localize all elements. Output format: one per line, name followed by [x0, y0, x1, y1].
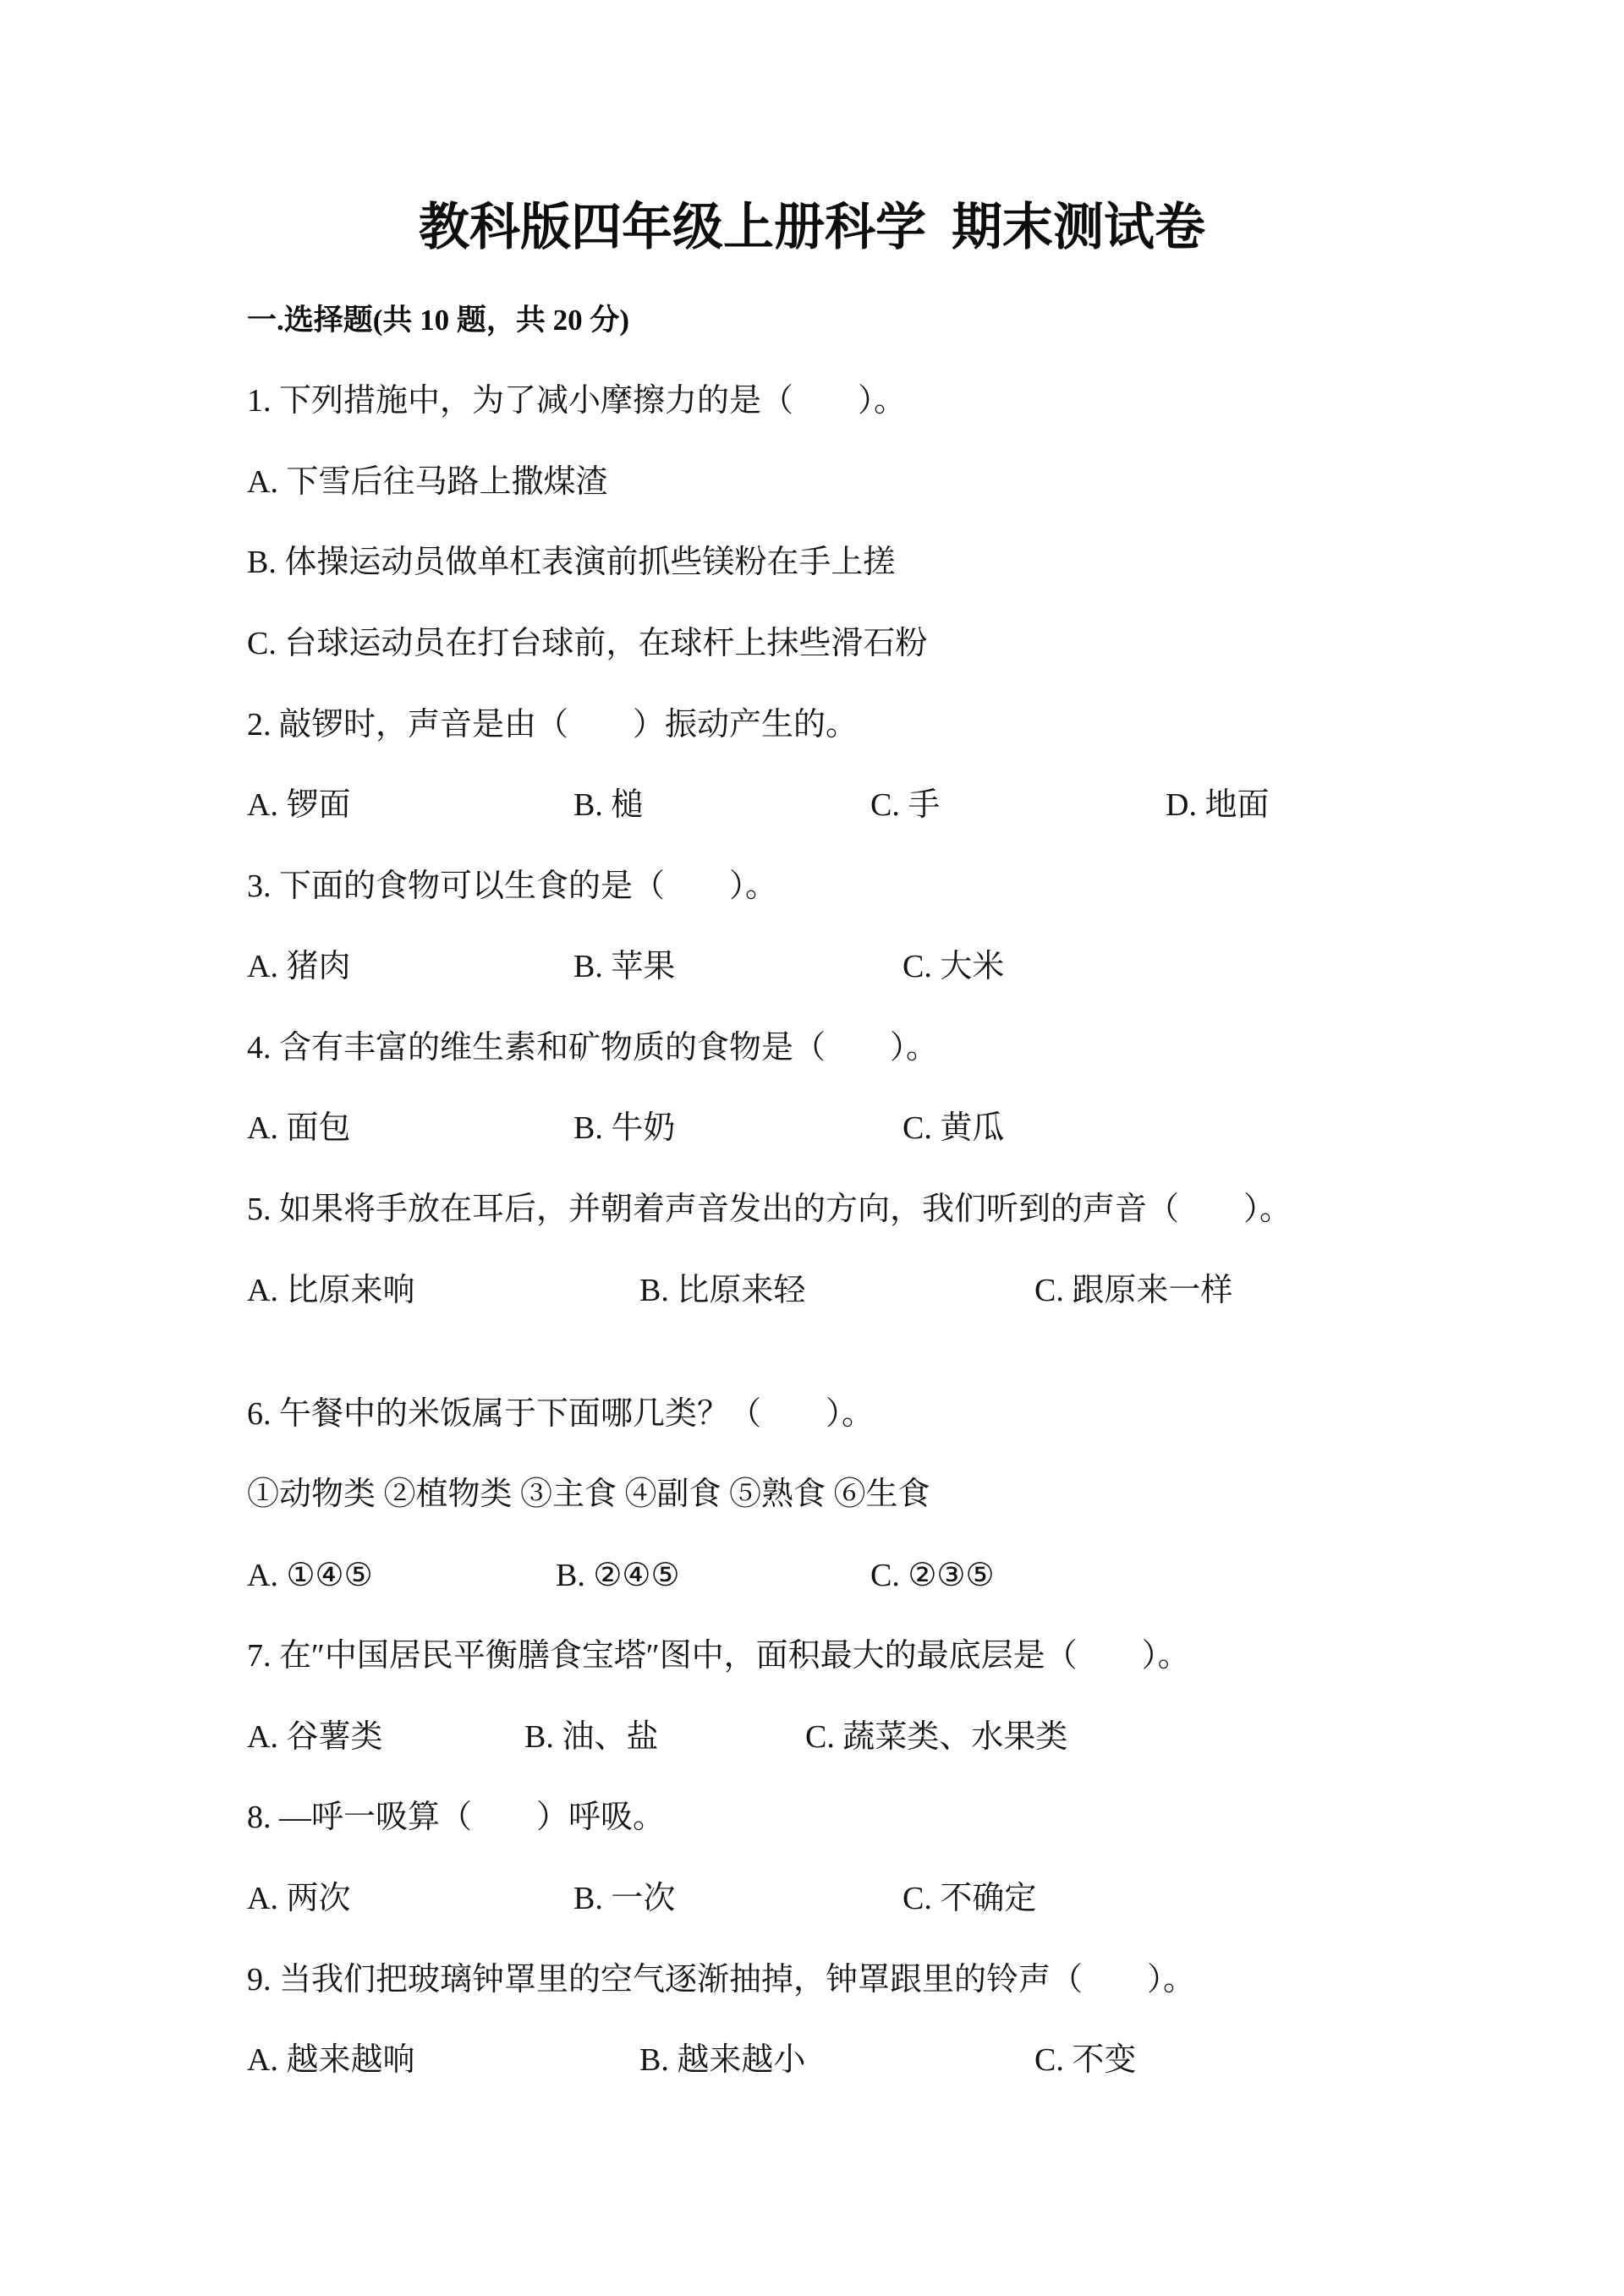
question-2-stem: 2. 敲锣时，声音是由（ ）振动产生的。 — [247, 707, 859, 743]
question-3-options — [0, 941, 1624, 992]
question-8-stem: 8. —呼一吸算（ ）呼吸。 — [247, 1800, 666, 1835]
question-1-option-a: A. 下雪后往马路上撒煤渣 — [247, 464, 608, 500]
question-2-option-a: A. 锣面 — [247, 787, 351, 823]
question-7-stem: 7. 在″中国居民平衡膳食宝塔″图中，面积最大的最底层是（ ）。 — [247, 1638, 1190, 1674]
question-1-stem: 1. 下列措施中，为了减小摩擦力的是（ ）。 — [247, 383, 907, 419]
question-3-option-c: C. 大米 — [903, 949, 1005, 984]
section-heading: 一.选择题(共 10 题，共 20 分) — [247, 304, 630, 337]
question-9-options — [0, 2035, 1624, 2085]
question-4-stem: 4. 含有丰富的维生素和矿物质的食物是（ ）。 — [247, 1030, 939, 1066]
question-9-option-b: B. 越来越小 — [639, 2042, 806, 2078]
question-6-option-a: A. ①④⑤ — [247, 1558, 373, 1593]
question-1-option-c: C. 台球运动员在打台球前，在球杆上抹些滑石粉 — [247, 626, 928, 661]
question-8-options — [0, 1873, 1624, 1924]
question-9-option-a: A. 越来越响 — [247, 2042, 415, 2078]
question-4-option-a: A. 面包 — [247, 1110, 351, 1146]
question-9-option-c: C. 不变 — [1034, 2042, 1137, 2078]
question-4-option-c: C. 黄瓜 — [903, 1110, 1005, 1146]
question-4-option-b: B. 牛奶 — [573, 1110, 676, 1146]
question-3-option-a: A. 猪肉 — [247, 949, 351, 984]
question-7-option-b: B. 油、盐 — [524, 1719, 659, 1755]
question-6-categories: ①动物类 ②植物类 ③主食 ④副食 ⑤熟食 ⑥生食 — [247, 1477, 930, 1512]
question-6-option-b: B. ②④⑤ — [556, 1558, 680, 1593]
question-6-option-c: C. ②③⑤ — [870, 1558, 995, 1593]
question-5-option-b: B. 比原来轻 — [639, 1273, 806, 1308]
question-8-option-b: B. 一次 — [573, 1881, 676, 1916]
question-9-stem: 9. 当我们把玻璃钟罩里的空气逐渐抽掉，钟罩跟里的铃声（ ）。 — [247, 1962, 1196, 1997]
question-7-option-a: A. 谷薯类 — [247, 1719, 383, 1755]
question-7-option-c: C. 蔬菜类、水果类 — [805, 1719, 1068, 1755]
question-5-option-c: C. 跟原来一样 — [1034, 1273, 1233, 1308]
question-5-option-a: A. 比原来响 — [247, 1273, 415, 1308]
question-6-stem: 6. 午餐中的米饭属于下面哪几类？（ ）。 — [247, 1396, 875, 1432]
question-6-options — [0, 1550, 1624, 1601]
question-2-option-c: C. 手 — [870, 787, 941, 823]
question-2-option-d: D. 地面 — [1166, 787, 1270, 823]
question-2-option-b: B. 槌 — [573, 787, 644, 823]
question-8-option-a: A. 两次 — [247, 1881, 351, 1916]
question-3-stem: 3. 下面的食物可以生食的是（ ）。 — [247, 869, 778, 904]
exam-title: 教科版四年级上册科学 期末测试卷 — [419, 200, 1205, 255]
question-8-option-c: C. 不确定 — [903, 1881, 1037, 1916]
question-7-options — [0, 1712, 1624, 1762]
question-5-stem: 5. 如果将手放在耳后，并朝着声音发出的方向，我们听到的声音（ ）。 — [247, 1192, 1292, 1227]
question-1-option-b: B. 体操运动员做单杠表演前抓些镁粉在手上搓 — [247, 545, 896, 580]
question-2-options — [0, 780, 1624, 830]
question-4-options — [0, 1103, 1624, 1153]
question-3-option-b: B. 苹果 — [573, 949, 676, 984]
question-5-options — [0, 1265, 1624, 1316]
